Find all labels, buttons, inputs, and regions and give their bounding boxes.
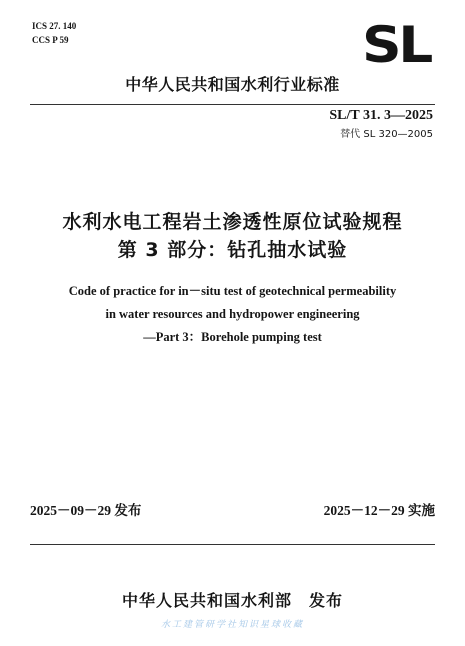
- classification-codes: [32, 19, 76, 47]
- title-en-line3: —Part 3：Borehole pumping test: [143, 330, 322, 344]
- implement-date: 2025－12－29 实施: [323, 503, 435, 518]
- title-en: [0, 280, 465, 349]
- title-en-line1: Code of practice for in－situ test of geotechnical permeability: [68, 284, 397, 298]
- standard-number: SL/T 31. 3—2025: [329, 108, 433, 123]
- ics-code: ICS 27. 140: [32, 21, 77, 31]
- watermark: 水工建管研学社知识星球收藏: [160, 620, 304, 630]
- sl-logo: SL: [362, 16, 431, 74]
- title-en-line2: in water resources and hydropower engineering: [105, 307, 360, 321]
- ccs-code: CCS P 59: [32, 35, 69, 45]
- publish-date: 2025－09－29 发布: [30, 503, 142, 518]
- title-cn-line1: 水利水电工程岩土渗透性原位试验规程: [62, 211, 403, 233]
- top-divider: [30, 104, 435, 105]
- issuer-header: 中华人民共和国水利行业标准: [125, 75, 340, 94]
- publisher: 中华人民共和国水利部 发布: [121, 591, 343, 610]
- bottom-divider: [30, 544, 435, 545]
- title-cn-line2: 第 3 部分：钻孔抽水试验: [117, 239, 348, 261]
- replaces-standard: 替代 SL 320—2005: [340, 129, 433, 140]
